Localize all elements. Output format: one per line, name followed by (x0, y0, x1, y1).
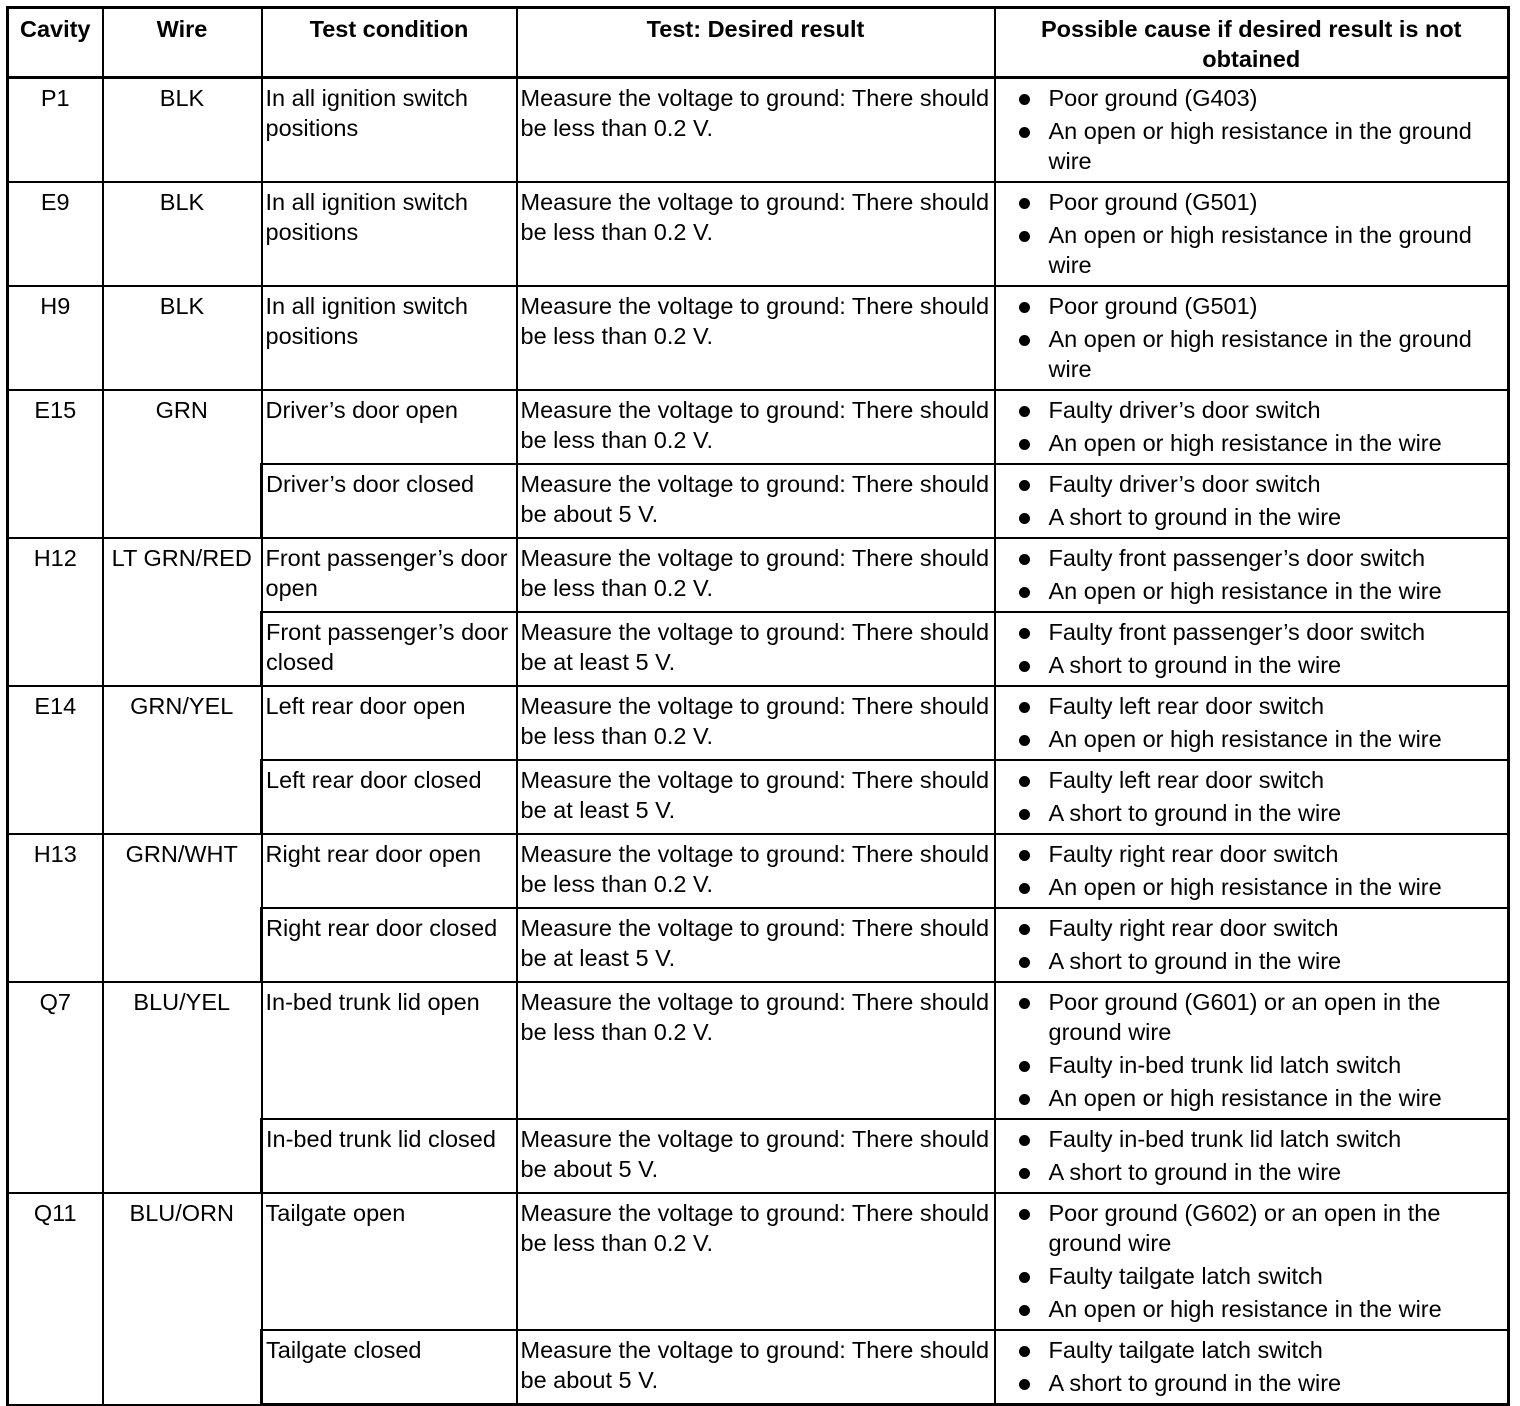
bullet-icon (1019, 998, 1030, 1009)
list-item (999, 650, 1505, 680)
cause-text: An open or high resistance in the ground wire (1048, 222, 1472, 278)
possible-cause-cell (995, 538, 1509, 612)
cause-list (999, 1335, 1505, 1398)
bullet-icon (1019, 127, 1030, 138)
wire-cell: GRN/YEL (103, 686, 262, 834)
cause-text: Faulty left rear door switch (1048, 767, 1325, 793)
cause-text: An open or high resistance in the wire (1048, 726, 1442, 752)
cause-text: Poor ground (G601) or an open in the ground wire (1048, 989, 1441, 1045)
desired-result-cell: Measure the voltage to ground: There should be less than 0.2 V. (517, 834, 995, 908)
cause-list (999, 1124, 1505, 1187)
desired-result-cell: Measure the voltage to ground: There should be less than 0.2 V. (517, 78, 995, 183)
possible-cause-cell (995, 834, 1509, 908)
cause-text: An open or high resistance in the wire (1048, 1085, 1442, 1111)
bullet-icon (1019, 1061, 1030, 1072)
list-item (999, 83, 1505, 113)
cause-text: Poor ground (G501) (1048, 293, 1258, 319)
bullet-icon (1019, 809, 1030, 820)
bullet-icon (1019, 702, 1030, 713)
test-condition-cell: Left rear door open (262, 686, 517, 760)
table-row (8, 390, 1509, 464)
list-item (999, 469, 1505, 499)
cause-text: Faulty tailgate latch switch (1048, 1337, 1323, 1363)
bullet-icon (1019, 1094, 1030, 1105)
cause-text: A short to ground in the wire (1048, 948, 1342, 974)
header-wire: Wire (103, 8, 262, 78)
bullet-icon (1019, 735, 1030, 746)
table-header (8, 8, 1509, 78)
table-body (8, 78, 1509, 1405)
bullet-icon (1019, 513, 1030, 524)
list-item (999, 1157, 1505, 1187)
bullet-icon (1019, 1168, 1030, 1179)
cause-text: A short to ground in the wire (1048, 1370, 1342, 1396)
cause-list (999, 469, 1505, 532)
list-item (999, 913, 1505, 943)
test-condition-cell: Right rear door open (262, 834, 517, 908)
cause-list (999, 765, 1505, 828)
desired-result-cell: Measure the voltage to ground: There should be at least 5 V. (517, 908, 995, 982)
wire-cell: GRN/WHT (103, 834, 262, 982)
header-test-condition: Test condition (262, 8, 517, 78)
cause-text: An open or high resistance in the wire (1048, 874, 1442, 900)
cause-text: Faulty front passenger’s door switch (1048, 545, 1426, 571)
wire-cell: BLK (103, 78, 262, 183)
possible-cause-cell (995, 1119, 1509, 1193)
desired-result-cell: Measure the voltage to ground: There should be less than 0.2 V. (517, 686, 995, 760)
bullet-icon (1019, 231, 1030, 242)
bullet-icon (1019, 850, 1030, 861)
bullet-icon (1019, 924, 1030, 935)
cause-text: An open or high resistance in the wire (1048, 578, 1442, 604)
desired-result-cell: Measure the voltage to ground: There should be less than 0.2 V. (517, 982, 995, 1119)
wire-cell: GRN (103, 390, 262, 538)
bullet-icon (1019, 628, 1030, 639)
possible-cause-cell (995, 1330, 1509, 1405)
test-condition-cell: Driver’s door open (262, 390, 517, 464)
list-item (999, 428, 1505, 458)
test-condition-cell: Left rear door closed (262, 760, 517, 834)
possible-cause-cell (995, 760, 1509, 834)
list-item (999, 324, 1505, 384)
test-condition-cell: In all ignition switch positions (262, 78, 517, 183)
test-condition-cell: Front passenger’s door closed (262, 612, 517, 686)
possible-cause-cell (995, 464, 1509, 538)
list-item (999, 576, 1505, 606)
desired-result-cell: Measure the voltage to ground: There should be less than 0.2 V. (517, 182, 995, 286)
desired-result-cell: Measure the voltage to ground: There should be less than 0.2 V. (517, 538, 995, 612)
cavity-cell: Q11 (8, 1193, 103, 1405)
bullet-icon (1019, 776, 1030, 787)
cause-text: A short to ground in the wire (1048, 1159, 1342, 1185)
cause-list (999, 617, 1505, 680)
bullet-icon (1019, 480, 1030, 491)
table-row (8, 982, 1509, 1119)
cause-text: Faulty front passenger’s door switch (1048, 619, 1426, 645)
bullet-icon (1019, 406, 1030, 417)
bullet-icon (1019, 335, 1030, 346)
possible-cause-cell (995, 182, 1509, 286)
cavity-cell: H13 (8, 834, 103, 982)
bullet-icon (1019, 302, 1030, 313)
cause-text: An open or high resistance in the wire (1048, 430, 1442, 456)
possible-cause-cell (995, 612, 1509, 686)
cause-list (999, 987, 1505, 1113)
possible-cause-cell (995, 78, 1509, 183)
test-condition-cell: In-bed trunk lid closed (262, 1119, 517, 1193)
list-item (999, 395, 1505, 425)
table-row (8, 286, 1509, 390)
desired-result-cell: Measure the voltage to ground: There should be about 5 V. (517, 1330, 995, 1405)
list-item (999, 502, 1505, 532)
bullet-icon (1019, 1135, 1030, 1146)
test-condition-cell: Tailgate closed (262, 1330, 517, 1405)
list-item (999, 987, 1505, 1047)
cavity-cell: E14 (8, 686, 103, 834)
list-item (999, 1124, 1505, 1154)
list-item (999, 724, 1505, 754)
cavity-cell: E9 (8, 182, 103, 286)
list-item (999, 1368, 1505, 1398)
cause-list (999, 839, 1505, 902)
list-item (999, 617, 1505, 647)
bullet-icon (1019, 1379, 1030, 1390)
cause-text: A short to ground in the wire (1048, 652, 1342, 678)
bullet-icon (1019, 661, 1030, 672)
list-item (999, 798, 1505, 828)
bullet-icon (1019, 94, 1030, 105)
list-item (999, 872, 1505, 902)
cause-text: An open or high resistance in the wire (1048, 1296, 1442, 1322)
list-item (999, 839, 1505, 869)
cause-text: Faulty right rear door switch (1048, 915, 1339, 941)
desired-result-cell: Measure the voltage to ground: There should be at least 5 V. (517, 612, 995, 686)
list-item (999, 220, 1505, 280)
cause-text: An open or high resistance in the ground wire (1048, 326, 1472, 382)
possible-cause-cell (995, 390, 1509, 464)
cause-list (999, 187, 1505, 280)
list-item (999, 1083, 1505, 1113)
header-desired-result: Test: Desired result (517, 8, 995, 78)
cause-text: Faulty driver’s door switch (1048, 397, 1321, 423)
cause-list (999, 691, 1505, 754)
cause-text: Poor ground (G602) or an open in the ground wire (1048, 1200, 1441, 1256)
list-item (999, 946, 1505, 976)
cause-list (999, 395, 1505, 458)
cavity-cell: Q7 (8, 982, 103, 1193)
desired-result-cell: Measure the voltage to ground: There should be less than 0.2 V. (517, 1193, 995, 1330)
cause-list (999, 1198, 1505, 1324)
header-row (8, 8, 1509, 78)
possible-cause-cell (995, 686, 1509, 760)
bullet-icon (1019, 439, 1030, 450)
bullet-icon (1019, 587, 1030, 598)
cause-text: Faulty driver’s door switch (1048, 471, 1321, 497)
table-row (8, 538, 1509, 612)
cause-text: Faulty right rear door switch (1048, 841, 1339, 867)
list-item (999, 543, 1505, 573)
cause-text: Faulty tailgate latch switch (1048, 1263, 1323, 1289)
cavity-cell: H12 (8, 538, 103, 686)
test-condition-cell: Right rear door closed (262, 908, 517, 982)
cause-list (999, 913, 1505, 976)
table-row (8, 182, 1509, 286)
table-row (8, 686, 1509, 760)
table-row (8, 1193, 1509, 1330)
bullet-icon (1019, 1209, 1030, 1220)
table-row (8, 78, 1509, 183)
cause-text: Poor ground (G403) (1048, 85, 1258, 111)
wire-cell: BLK (103, 182, 262, 286)
cause-list (999, 291, 1505, 384)
possible-cause-cell (995, 286, 1509, 390)
test-condition-cell: In all ignition switch positions (262, 182, 517, 286)
test-condition-cell: Driver’s door closed (262, 464, 517, 538)
cause-text: A short to ground in the wire (1048, 504, 1342, 530)
diagnostic-table (6, 6, 1510, 1406)
list-item (999, 691, 1505, 721)
wire-cell: BLK (103, 286, 262, 390)
list-item (999, 116, 1505, 176)
test-condition-cell: Tailgate open (262, 1193, 517, 1330)
list-item (999, 1198, 1505, 1258)
desired-result-cell: Measure the voltage to ground: There should be about 5 V. (517, 464, 995, 538)
header-cavity: Cavity (8, 8, 103, 78)
bullet-icon (1019, 554, 1030, 565)
desired-result-cell: Measure the voltage to ground: There should be less than 0.2 V. (517, 286, 995, 390)
cause-text: Faulty in-bed trunk lid latch switch (1048, 1052, 1402, 1078)
list-item (999, 187, 1505, 217)
cavity-cell: H9 (8, 286, 103, 390)
list-item (999, 1261, 1505, 1291)
list-item (999, 1294, 1505, 1324)
desired-result-cell: Measure the voltage to ground: There should be less than 0.2 V. (517, 390, 995, 464)
wire-cell: BLU/YEL (103, 982, 262, 1193)
cause-text: Faulty in-bed trunk lid latch switch (1048, 1126, 1402, 1152)
cause-text: A short to ground in the wire (1048, 800, 1342, 826)
cause-list (999, 83, 1505, 176)
list-item (999, 765, 1505, 795)
bullet-icon (1019, 1305, 1030, 1316)
test-condition-cell: Front passenger’s door open (262, 538, 517, 612)
cause-list (999, 543, 1505, 606)
possible-cause-cell (995, 982, 1509, 1119)
bullet-icon (1019, 198, 1030, 209)
header-possible-cause: Possible cause if desired result is not obtained (995, 8, 1509, 78)
cavity-cell: P1 (8, 78, 103, 183)
cavity-cell: E15 (8, 390, 103, 538)
cause-text: Faulty left rear door switch (1048, 693, 1325, 719)
test-condition-cell: In all ignition switch positions (262, 286, 517, 390)
cause-text: An open or high resistance in the ground wire (1048, 118, 1472, 174)
bullet-icon (1019, 883, 1030, 894)
bullet-icon (1019, 1272, 1030, 1283)
list-item (999, 1050, 1505, 1080)
wire-cell: LT GRN/RED (103, 538, 262, 686)
bullet-icon (1019, 957, 1030, 968)
table-row (8, 834, 1509, 908)
possible-cause-cell (995, 1193, 1509, 1330)
list-item (999, 291, 1505, 321)
possible-cause-cell (995, 908, 1509, 982)
wire-cell: BLU/ORN (103, 1193, 262, 1405)
cause-text: Poor ground (G501) (1048, 189, 1258, 215)
test-condition-cell: In-bed trunk lid open (262, 982, 517, 1119)
desired-result-cell: Measure the voltage to ground: There should be at least 5 V. (517, 760, 995, 834)
desired-result-cell: Measure the voltage to ground: There should be about 5 V. (517, 1119, 995, 1193)
bullet-icon (1019, 1346, 1030, 1357)
